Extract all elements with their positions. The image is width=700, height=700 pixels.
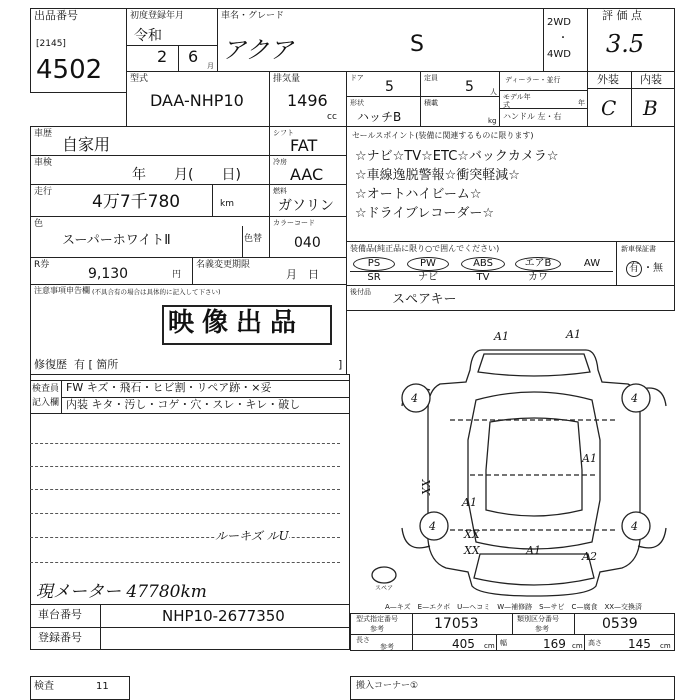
mark-xx-3: XX [464,544,480,557]
displacement: 1496 [287,91,328,110]
mark-front-a1-right: A1 [566,328,581,341]
score: 3.5 [606,30,645,58]
length-label: 長さ [356,636,370,644]
dealer-label: ディーラー・並行 [505,76,561,84]
chassis-value: NHP10-2677350 [162,607,285,625]
mark-rear-a1: A1 [526,544,541,557]
equip-aw: AW [583,258,601,269]
selling-point-4: ☆ドライブレコーダー☆ [355,206,495,221]
delivery-label: 搬入コーナー① [356,681,419,691]
mark-left-a1: A1 [462,496,477,509]
repair-close: ] [338,358,343,371]
equipment-label: 装備品(純正品に限り○で囲んでください) [350,244,500,253]
displacement-label: 排気量 [273,74,301,84]
color-code: 040 [294,235,321,251]
interior-label: 内装 [640,73,662,86]
handwritten-note: ルーキズ ルU [215,529,289,543]
selling-point-2: ☆車線逸脱警報☆衝突軽減☆ [355,168,520,183]
recycle-fee: 9,130 [88,266,129,282]
model: DAA-NHP10 [150,91,244,110]
equip-airbag-label: エアB [524,258,552,269]
spare-label: スペア [375,585,394,592]
cc-unit: cc [327,112,337,122]
recycle-label: R券 [34,260,50,270]
mark-wheel-rr: 4 [631,520,638,533]
color-label: 色 [34,219,44,229]
equip-pw-label: PW [420,258,436,269]
mark-wheel-rl: 4 [429,520,436,533]
color-change-label: 色替 [244,234,263,244]
drive-2wd: 2WD [547,17,571,28]
usage: 自家用 [62,135,111,154]
notes-label: 注意事項申告欄 [34,286,90,295]
height: 145 [628,637,651,651]
damage-legend: A—キズ E—エクボ U—ヘコミ W—補修跡 S—サビ C—腐食 XX—交換済 [385,603,643,611]
color: スーパーホワイトⅡ [62,233,171,248]
capacity-label: 定員 [424,74,438,82]
mark-xx-2: XX [464,528,480,541]
year-unit: 年 [578,99,585,107]
spare-tire-icon [372,567,396,583]
grade: S [410,32,424,57]
fuel-label: 燃料 [273,187,287,195]
equip-sr: SR [367,272,381,283]
doors-label: ドア [350,74,364,82]
nameplate-date: 月 日 [286,268,319,281]
lot-small: [2145] [36,39,66,49]
kg-unit: kg [488,117,497,125]
size-box [350,634,675,651]
drive-4wd: 4WD [547,49,571,60]
width-unit: cm [572,642,583,650]
model-year-label: モデル年式 [503,93,531,109]
car-name: アクア [222,36,294,64]
height-unit: cm [660,642,671,650]
drive-dot: ・ [558,33,568,44]
month-unit: 月 [207,62,214,70]
inspector-label-1: 検査員 [32,384,60,394]
trunk-outline [474,554,594,585]
reference-label-3: 参考 [380,643,394,651]
mark-rear-a2: A2 [582,550,597,563]
mark-xx-1: XX [420,479,433,495]
ac-label: 冷房 [273,158,287,166]
equip-abs-label: ABS [473,258,493,269]
equip-tv: TV [476,272,490,283]
score-label: 評 価 点 [602,9,642,22]
mark-wheel-fr: 4 [631,392,638,405]
height-label: 高さ [588,639,602,647]
nameplate-label: 名義変更期限 [196,260,251,270]
equip-leather: カワ [528,272,548,283]
notes-sub-label: (不具合有の場合は具体的に記入して下さい) [92,288,221,296]
ac: AAC [290,165,324,184]
aftermarket-label: 後付品 [350,288,371,296]
length: 405 [452,637,475,651]
handle-label: ハンドル 左・右 [503,112,562,121]
usage-label: 車歴 [34,129,53,139]
exterior-grade: C [601,96,617,120]
odometer-note: 現メーター 47780km [36,582,207,602]
width: 169 [543,637,566,651]
reference-label-1: 参考 [370,625,384,633]
inspect-value: 11 [96,681,109,692]
shift: FAT [290,136,318,155]
capacity: 5 [465,79,474,95]
load-label: 積載 [424,99,438,107]
new-car-no: ・無 [643,263,663,274]
body: ハッチB [357,110,402,124]
mark-wheel-fl: 4 [411,392,418,405]
name-grade-label: 車名・グレード [221,11,285,21]
inspect-label: 検査 [34,681,54,692]
month: 6 [188,47,199,66]
class-value: 0539 [602,616,638,632]
selling-point-1: ☆ナビ☆TV☆ETC☆バックカメラ☆ [355,149,559,164]
mark-front-a1-left: A1 [494,330,509,343]
hood-outline [478,354,590,376]
new-car-yes: 有 [629,263,639,274]
exterior-label: 外装 [597,73,619,86]
selling-point-3: ☆オートハイビーム☆ [355,187,482,202]
inspector-line-2: 内装 キタ・汚し・コゲ・穴・スレ・キレ・破し [66,398,301,411]
interior-grade: B [643,96,658,120]
cabin-outline [468,392,600,549]
fuel: ガソリン [278,198,334,214]
roof-outline [486,418,582,516]
cert-label: 型式指定番号 [356,615,398,623]
new-car-label: 新車保証書 [621,245,656,253]
registration-label: 登録番号 [38,631,82,644]
cert-value: 17053 [434,616,479,632]
chassis-label: 車台番号 [38,608,82,621]
aftermarket: スペアキー [392,292,457,307]
stamp: 映像出品 [168,308,305,338]
model-label: 型式 [130,74,149,84]
mark-right-a1: A1 [582,452,597,465]
inspection-label: 車検 [34,158,53,168]
car-outline [428,350,640,596]
body-label: 形状 [350,99,364,107]
doors: 5 [385,79,394,95]
capacity-unit: 人 [490,88,497,96]
shift-label: シフト [273,129,294,137]
inspector-label-2: 記入欄 [32,398,60,408]
mileage: 4万7千780 [92,192,181,212]
color-code-label: カラーコード [273,219,315,227]
selling-points-label: セールスポイント(装備に関連するものに限ります) [352,131,534,140]
car-damage-diagram [350,310,675,600]
mileage-label: 走行 [34,187,53,197]
length-unit: cm [484,642,495,650]
equip-navi: ナビ [418,272,438,283]
lot-label: 出品番号 [34,9,78,22]
repair-label: 修復歴 [34,358,67,371]
repair-value: 有 [ 箇所 [74,358,119,371]
era: 令和 [134,28,162,44]
class-label: 類別区分番号 [517,615,559,623]
year: 2 [157,47,168,66]
inspection: 年 月( 日) [132,167,241,183]
lot-number: 4502 [36,55,103,85]
width-label: 幅 [500,639,507,647]
equip-ps-label: PS [367,258,381,269]
yen-unit: 円 [172,270,182,280]
first-reg-label: 初度登録年月 [130,11,185,21]
reference-label-2: 参考 [535,625,549,633]
inspector-line-1: FW キズ・飛石・ヒビ割・リペア跡・×妥 [66,381,272,394]
km-unit: km [220,199,234,209]
